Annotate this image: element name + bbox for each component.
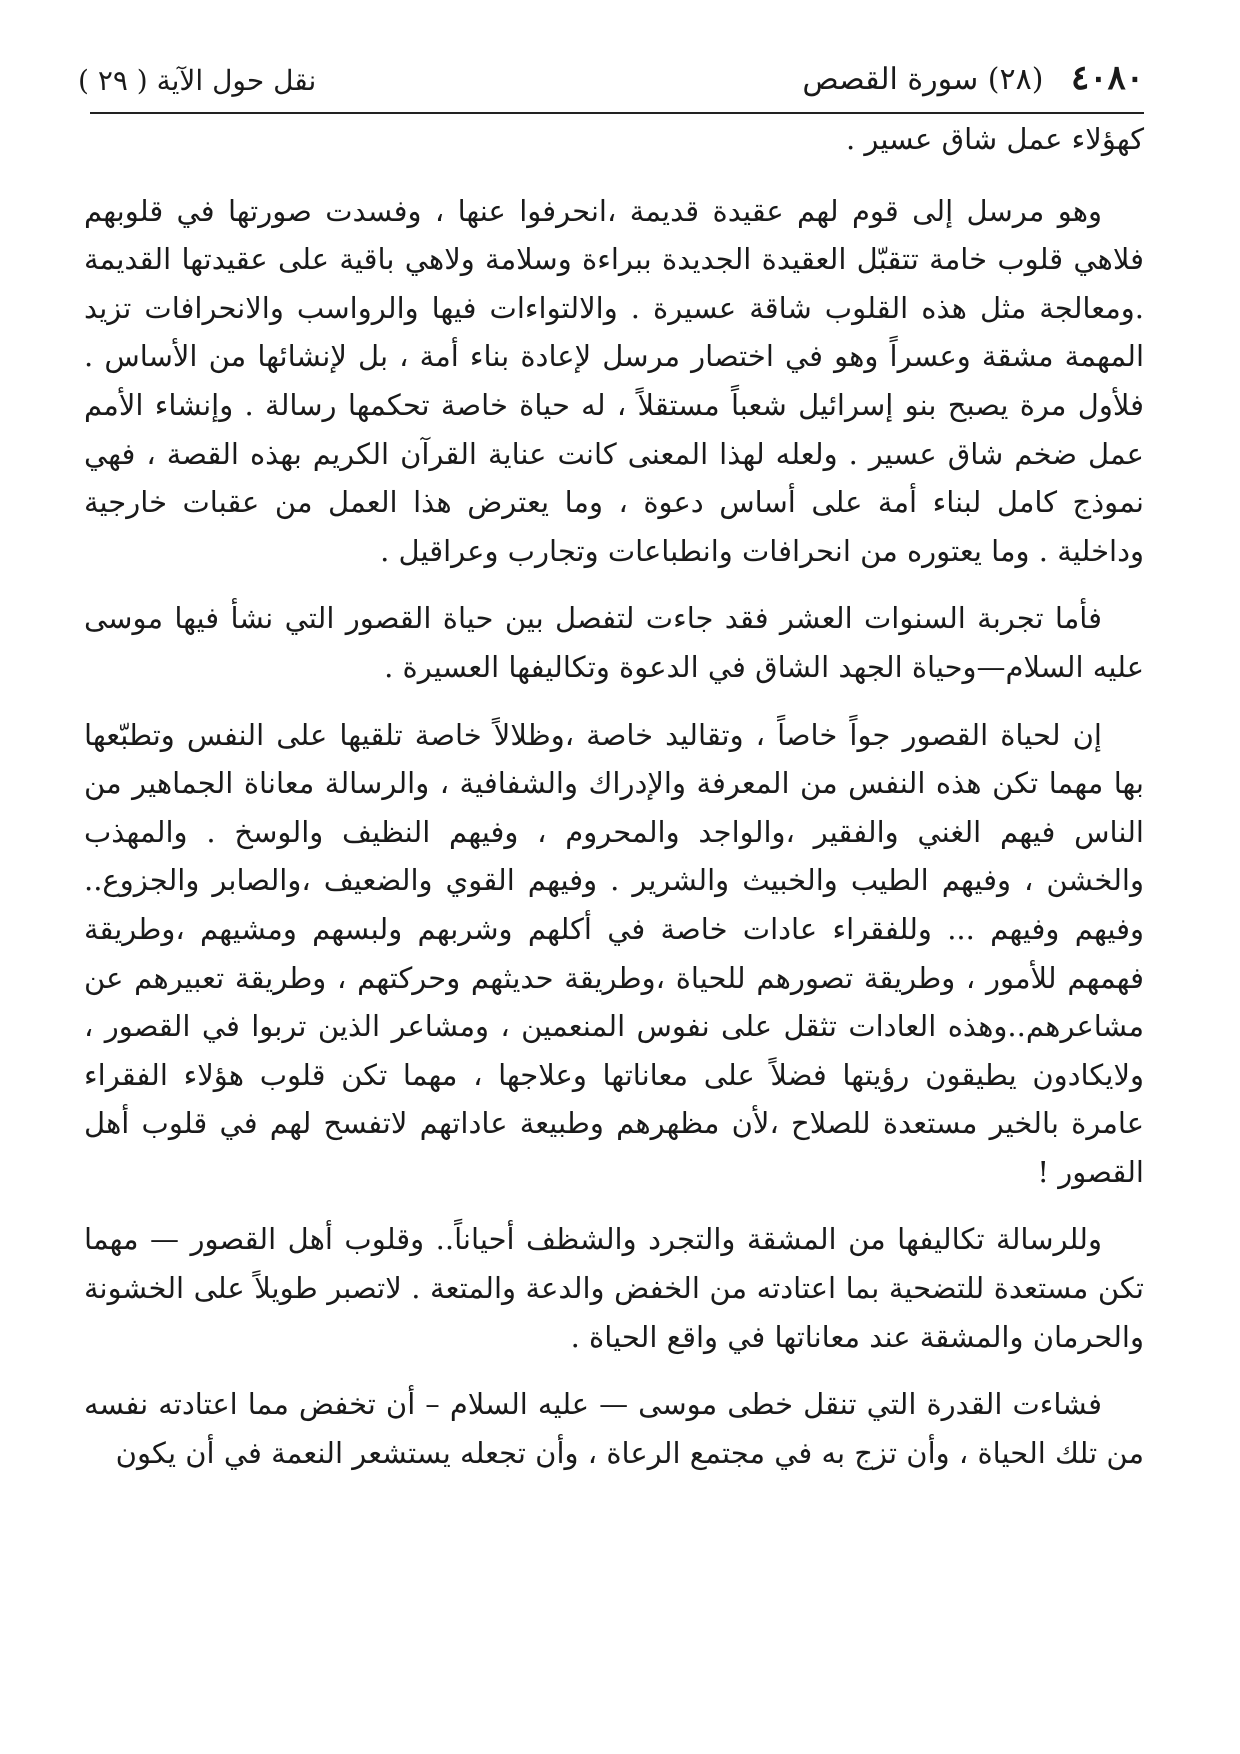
surah-title: (٢٨) سورة القصص <box>802 62 1044 97</box>
paragraph-2: وهو مرسل إلى قوم لهم عقيدة قديمة ،انحرفوا عنها ، وفسدت صورتها في قلوبهم فلاهي قلوب خامة تتقبّل العقيدة الجديدة ببراءة وسلامة ولاهي باقية على عقيدتها القديمة .ومعالجة مثل هذه القلوب شاقة عسيرة . والالتواءات فيها والرواسب والانحرافات تزيد المهمة مشقة وعسراً وهو في اختصار مرسل لإعادة بناء أمة ، بل لإنشائها من الأساس . فلأول مرة يصبح بنو إسرائيل شعباً مستقلاً ، له حياة خاصة تحكمها رسالة . وإنشاء الأمم عمل ضخم شاق عسير . ولعله لهذا المعنى كانت عناية القرآن الكريم بهذه القصة ، فهي نموذج كامل لبناء أمة على أساس دعوة ، وما يعترض هذا العمل من عقبات خارجية وداخلية . وما يعتوره من انحرافات وانطباعات وتجارب وعراقيل . <box>84 193 1144 568</box>
paragraph-5: وللرسالة تكاليفها من المشقة والتجرد والشظف أحياناً.. وقلوب أهل القصور — مهما تكن مستعدة للتضحية بما اعتادته من الخفض والدعة والمتعة . لاتصبر طويلاً على الخشونة والحرمان والمشقة عند معاناتها في واقع الحياة . <box>84 1222 1144 1354</box>
paragraph-6: فشاءت القدرة التي تنقل خطى موسى — عليه السلام – أن تخفض مما اعتادته نفسه من تلك الحياة ، وأن تزج به في مجتمع الرعاة ، وأن تجعله يستشعر النعمة في أن يكون <box>84 1387 1144 1470</box>
paragraph-3: فأما تجربة السنوات العشر فقد جاءت لتفصل بين حياة القصور التي نشأ فيها موسى عليه السلام—وحياة الجهد الشاق في الدعوة وتكاليفها العسيرة . <box>84 601 1144 684</box>
paragraph-1: كهؤلاء عمل شاق عسير . <box>845 122 1144 156</box>
header-rule <box>90 112 1144 114</box>
page-number: ٤٠٨٠ <box>1070 58 1144 98</box>
header-right <box>802 58 1144 98</box>
paragraph-4: إن لحياة القصور جواً خاصاً ، وتقاليد خاصة ،وظلالاً خاصة تلقيها على النفس وتطبّعها بها مهما تكن هذه النفس من المعرفة والإدراك والشفافية ، والرسالة معاناة الجماهير من الناس فيهم الغني والفقير ،والواجد والمحروم ، وفيهم النظيف والوسخ . والمهذب والخشن ، وفيهم الطيب والخبيث والشرير . وفيهم القوي والضعيف ،والصابر والجزوع.. وفيهم وفيهم ... وللفقراء عادات خاصة في أكلهم وشربهم ولبسهم ومشيهم ،وطريقة فهمهم للأمور ، وطريقة تصورهم للحياة ،وطريقة حديثهم وحركتهم ، وطريقة تعبيرهم عن مشاعرهم..وهذه العادات تثقل على نفوس المنعمين ، ومشاعر الذين تربوا في القصور ، ولايكادون يطيقون رؤيتها فضلاً على معاناتها وعلاجها ، مهما تكن قلوب هؤلاء الفقراء عامرة بالخير مستعدة للصلاح ،لأن مظهرهم وطبيعة عاداتهم لاتفسح لهم في قلوب أهل القصور ! <box>84 717 1144 1189</box>
page-header <box>78 50 1144 110</box>
running-title: نقل حول الآية ( ٢٩ ) <box>78 64 317 97</box>
page-body <box>84 115 1144 1496</box>
